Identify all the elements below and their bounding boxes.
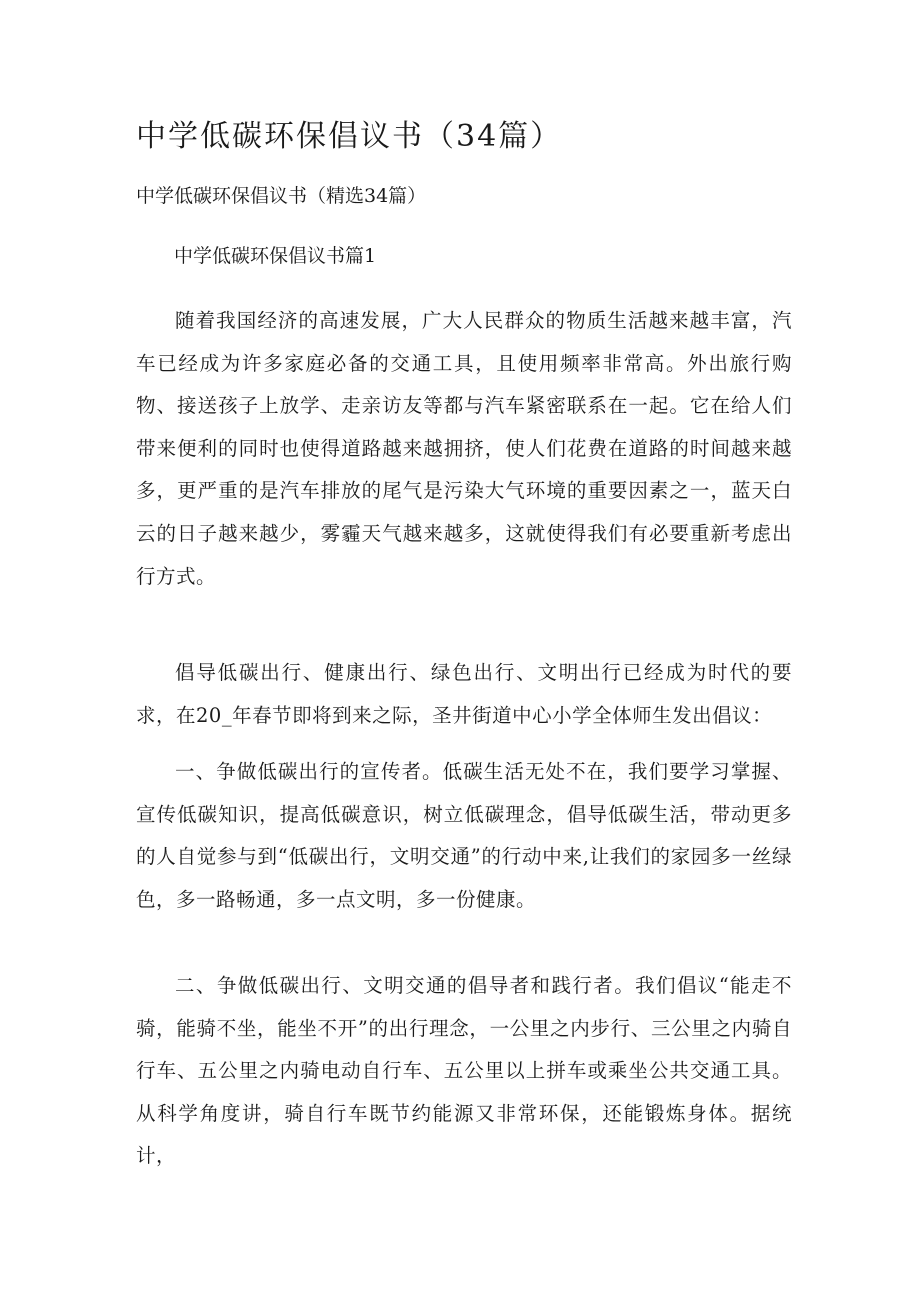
section-heading: 中学低碳环保倡议书篇1 bbox=[174, 245, 377, 267]
paragraph: 随着我国经济的高速发展，广大人民群众的物质生活越来越丰富，汽车已经成为许多家庭必备的交通工具，且使用频率非常高。外出旅行购物、接送孩子上放学、走亲访友等都与汽车紧密联系在一起。它在给人们带来便利的同时也使得道路越来越拥挤，使人们花费在道路的时间越来越多，更严重的是汽车排放的尾气是污染大气环境的重要因素之一，蓝天白云的日子越来越少，雾霾天气越来越多，这就使得我们有必要重新考虑出行方式。 bbox=[136, 309, 792, 588]
document-title: 中学低碳环保倡议书（34篇） bbox=[136, 119, 563, 154]
document-subtitle: 中学低碳环保倡议书（精选34篇） bbox=[136, 185, 427, 207]
paragraph: 一、争做低碳出行的宣传者。低碳生活无处不在，我们要学习掌握、宣传低碳知识，提高低碳意识，树立低碳理念，倡导低碳生活，带动更多的人自觉参与到“低碳出行，文明交通”的行动中来,让我们的家园多一丝绿色，多一路畅通，多一点文明，多一份健康。 bbox=[136, 760, 792, 911]
paragraph: 二、争做低碳出行、文明交通的倡导者和践行者。我们倡议“能走不骑，能骑不坐，能坐不开”的出行理念，一公里之内步行、三公里之内骑自行车、五公里之内骑电动自行车、五公里以上拼车或乘坐公共交通工具。从科学角度讲，骑自行车既节约能源又非常环保，还能锻炼身体。据统计， bbox=[136, 974, 792, 1168]
paragraph: 倡导低碳出行、健康出行、绿色出行、文明出行已经成为时代的要求，在20_年春节即将到来之际，圣井街道中心小学全体师生发出倡议： bbox=[136, 661, 792, 727]
